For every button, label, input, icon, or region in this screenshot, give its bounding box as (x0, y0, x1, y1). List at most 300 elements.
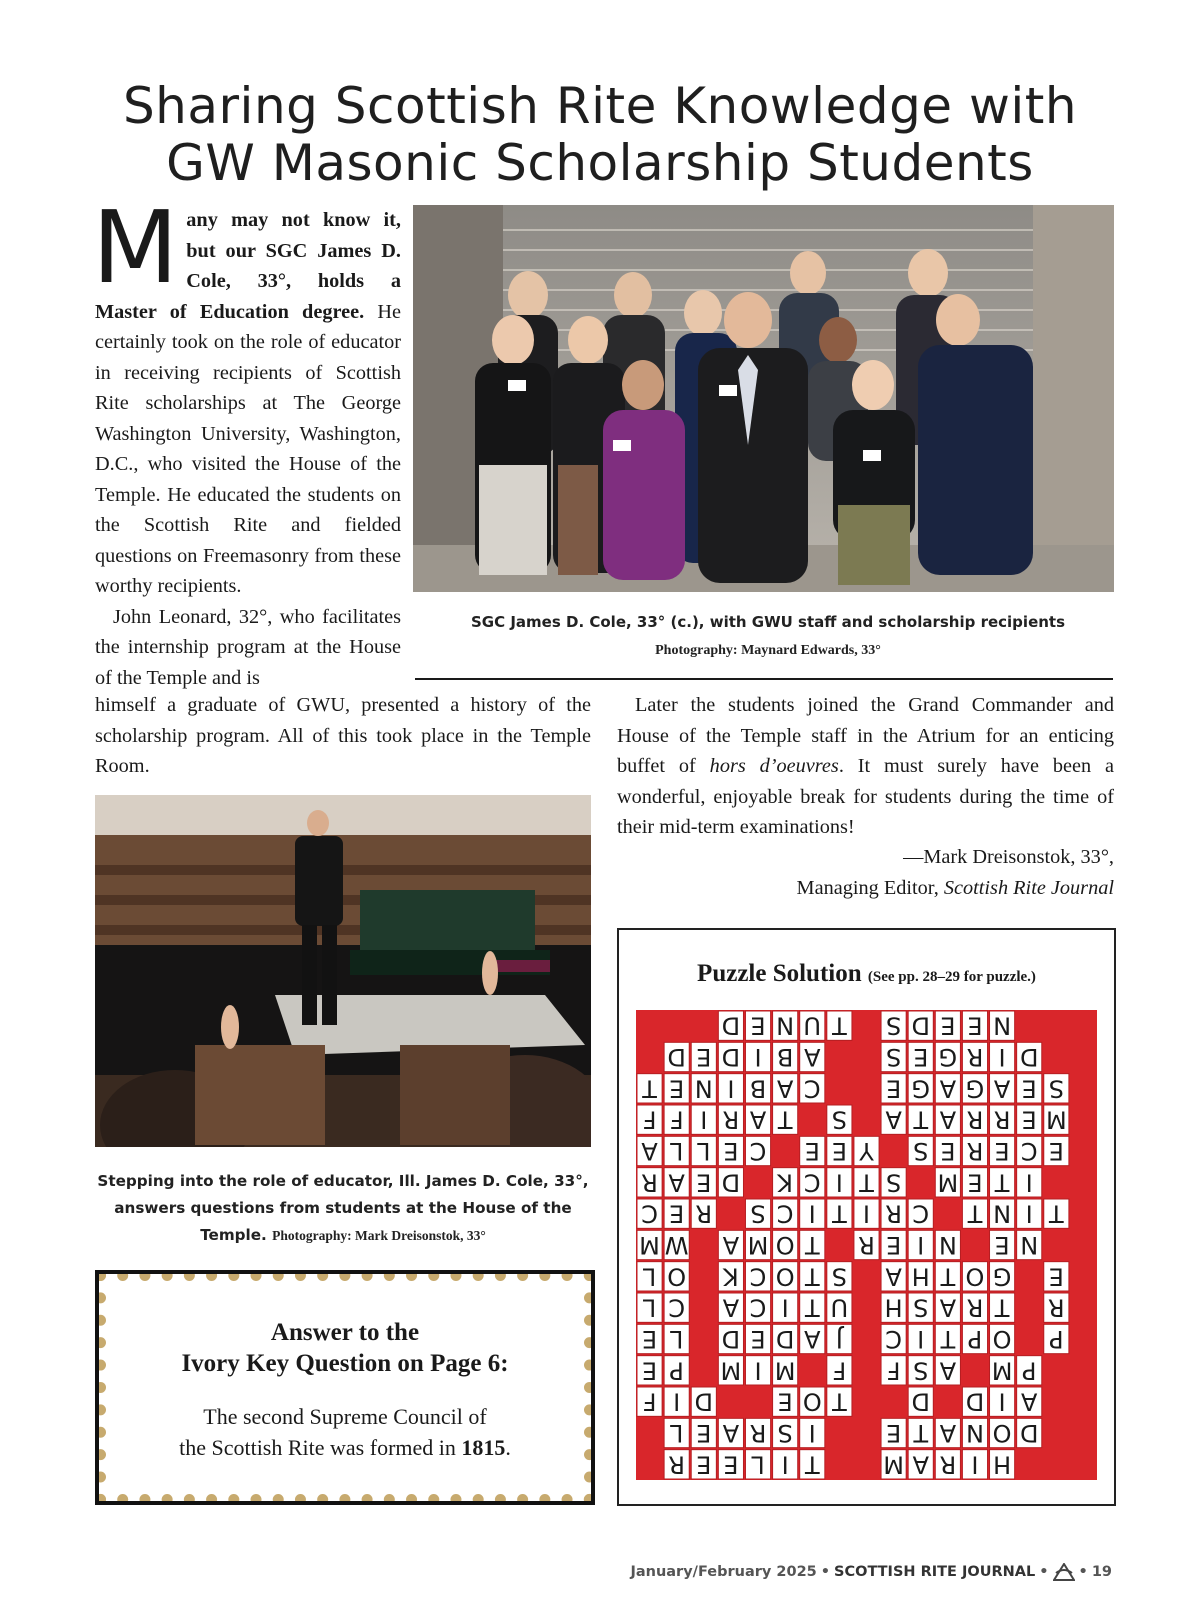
grid-letter: D (911, 1011, 930, 1040)
grid-letter: E (1021, 1105, 1037, 1134)
grid-cell (664, 1168, 689, 1197)
caption-divider (415, 678, 1113, 680)
grid-letter: T (940, 1325, 956, 1353)
grid-letter: C (749, 1262, 767, 1291)
grid-letter: A (641, 1137, 658, 1165)
grid-letter: E (696, 1168, 712, 1197)
grid-letter: J (835, 1325, 843, 1353)
grid-cell (691, 1105, 716, 1134)
grid-cell (1044, 1199, 1069, 1228)
grid-letter: C (1020, 1137, 1038, 1165)
grid-cell (745, 1324, 770, 1353)
grid-letter: R (749, 1419, 767, 1447)
grid-letter: A (804, 1325, 821, 1353)
later-text-italic: hors d’oeuvres (709, 755, 839, 777)
grid-cell (827, 1011, 852, 1040)
grid-cell (773, 1324, 798, 1353)
grid-letter: T (832, 1011, 847, 1040)
grid-cell (1044, 1136, 1069, 1165)
grid-cell (827, 1136, 852, 1165)
footer-bullet-3: • (1078, 1564, 1088, 1580)
grid-cell (745, 1074, 770, 1103)
grid-cell (637, 1199, 662, 1228)
grid-cell (1017, 1074, 1042, 1103)
grid-letter: N (1020, 1231, 1039, 1259)
grid-letter: S (777, 1419, 793, 1447)
grid-cell (908, 1324, 933, 1353)
grid-letter: S (886, 1168, 902, 1197)
grid-letter: M (991, 1356, 1013, 1385)
grid-letter: S (1048, 1074, 1064, 1103)
grid-letter: L (697, 1137, 711, 1165)
grid-letter: T (913, 1105, 929, 1134)
grid-cell (881, 1450, 906, 1479)
grid-letter: D (721, 1168, 741, 1197)
grid-letter: C (912, 1199, 930, 1228)
grid-letter: E (696, 1450, 712, 1479)
grid-cell (718, 1042, 743, 1071)
grid-letter: R (668, 1450, 686, 1479)
grid-letter: E (886, 1231, 902, 1259)
grid-cell (881, 1293, 906, 1322)
group-photo (413, 205, 1114, 592)
grid-letter: T (1048, 1199, 1064, 1228)
grid-cell (745, 1293, 770, 1322)
grid-letter: R (1047, 1293, 1065, 1322)
grid-cell (773, 1262, 798, 1291)
grid-cell (800, 1450, 825, 1479)
grid-letter: D (911, 1387, 930, 1416)
grid-cell (773, 1011, 798, 1040)
intro-lead: any may not know it, but our SGC James D. Cole, 33°, holds a Master of Education degree. (95, 209, 401, 323)
grid-letter: A (912, 1450, 929, 1479)
puzzle-title-line (619, 960, 1114, 988)
grid-cell (800, 1042, 825, 1071)
grid-letter: O (667, 1262, 687, 1291)
grid-letter: C (668, 1293, 686, 1322)
grid-letter: I (862, 1199, 871, 1228)
grid-cell (935, 1262, 960, 1291)
grid-letter: E (641, 1356, 658, 1385)
grid-cell (718, 1356, 743, 1385)
grid-letter: C (803, 1074, 821, 1103)
intro-paragraph-2: John Leonard, 32°, who facilitates the internship program at the House of the Temple and is (95, 605, 401, 689)
grid-letter: I (1025, 1168, 1033, 1197)
grid-cell (773, 1230, 798, 1259)
grid-letter: A (722, 1419, 740, 1447)
grid-cell (1017, 1418, 1042, 1447)
grid-letter: T (804, 1231, 820, 1259)
grid-cell (1017, 1105, 1042, 1134)
grid-letter: I (808, 1419, 816, 1447)
later-text-post: . It must surely have been a wonderful, enjoyable break for students during the time of their mid-term examinations! (617, 755, 1114, 838)
grid-cell (773, 1356, 798, 1385)
grid-letter: A (776, 1074, 794, 1103)
grid-cell (718, 1230, 743, 1259)
grid-cell (990, 1324, 1015, 1353)
grid-letter: I (835, 1168, 843, 1197)
ivory-key-box (95, 1270, 595, 1505)
drop-cap: M (92, 189, 179, 306)
grid-cell (664, 1356, 689, 1385)
grid-letter: R (885, 1199, 902, 1228)
grid-letter: M (720, 1356, 742, 1385)
ivory-key-heading-1: Answer to the (270, 1319, 420, 1346)
grid-letter: N (938, 1231, 957, 1259)
grid-cell (881, 1324, 906, 1353)
grid-letter: T (832, 1199, 847, 1228)
grid-letter: R (641, 1168, 658, 1197)
grid-letter: D (721, 1325, 741, 1353)
grid-cell (827, 1324, 852, 1353)
grid-letter: E (641, 1325, 658, 1353)
grid-letter: O (992, 1419, 1012, 1447)
page-footer (630, 1563, 1112, 1581)
grid-cell (1017, 1042, 1042, 1071)
grid-letter: E (777, 1387, 793, 1416)
grid-cell (990, 1262, 1015, 1291)
photo-2-caption: Stepping into the role of educator, Ill. James D. Cole, 33°, answers questions from students at the House of the Temple. (97, 1172, 589, 1244)
grid-cell (637, 1262, 662, 1291)
grid-letter: A (885, 1105, 902, 1134)
grid-cell (935, 1230, 960, 1259)
grid-letter: H (993, 1450, 1012, 1479)
grid-letter: E (669, 1199, 685, 1228)
grid-letter: T (859, 1168, 874, 1197)
grid-letter: T (967, 1199, 983, 1228)
grid-cell (745, 1356, 770, 1385)
grid-cell (718, 1168, 743, 1197)
grid-cell (745, 1105, 770, 1134)
grid-cell (854, 1199, 879, 1228)
author-signature (617, 842, 1114, 903)
grid-letter: O (802, 1387, 822, 1416)
grid-letter: I (998, 1043, 1006, 1071)
grid-letter: L (669, 1419, 684, 1447)
grid-letter: G (965, 1074, 985, 1103)
grid-letter: N (993, 1011, 1012, 1040)
grid-cell (800, 1011, 825, 1040)
grid-cell (691, 1136, 716, 1165)
grid-cell (773, 1042, 798, 1071)
later-text-pre: Later the students joined the Grand Commander and House of the Temple staff in the Atrium for an enticing buffet of (617, 694, 1114, 777)
grid-cell (962, 1262, 987, 1291)
grid-cell (854, 1168, 879, 1197)
grid-letter: E (994, 1231, 1010, 1259)
ivory-key-answer (106, 1401, 584, 1463)
grid-cell (664, 1074, 689, 1103)
ivory-key-heading (106, 1317, 584, 1379)
crossword-grid (636, 1010, 1097, 1480)
grid-letter: U (830, 1293, 849, 1322)
grid-cell (908, 1230, 933, 1259)
grid-cell (908, 1011, 933, 1040)
continuation-text: himself a graduate of GWU, presented a history of the scholarship program. All of this took place in the Temple Room. (95, 694, 591, 777)
grid-letter: E (994, 1137, 1010, 1165)
grid-cell (637, 1324, 662, 1353)
grid-letter: U (803, 1011, 822, 1040)
grid-cell (1044, 1324, 1069, 1353)
grid-letter: S (886, 1011, 902, 1040)
grid-cell (827, 1105, 852, 1134)
grid-cell (881, 1105, 906, 1134)
grid-cell (637, 1293, 662, 1322)
author-name: —Mark Dreisonstok, 33°, (903, 846, 1114, 868)
grid-cell (935, 1105, 960, 1134)
grid-cell (935, 1450, 960, 1479)
grid-cell (773, 1450, 798, 1479)
grid-cell (664, 1418, 689, 1447)
grid-cell (908, 1136, 933, 1165)
grid-cell (773, 1418, 798, 1447)
grid-letter: P (1049, 1325, 1064, 1353)
grid-letter: P (669, 1356, 684, 1385)
grid-cell (990, 1418, 1015, 1447)
ivory-key-period: . (505, 1435, 511, 1460)
grid-letter: G (992, 1262, 1012, 1291)
grid-letter: C (885, 1325, 903, 1353)
grid-cell (908, 1418, 933, 1447)
grid-letter: E (750, 1011, 766, 1040)
grid-cell (1017, 1387, 1042, 1416)
grid-cell (935, 1168, 960, 1197)
grid-letter: S (831, 1105, 847, 1134)
grid-cell (637, 1105, 662, 1134)
grid-cell (637, 1356, 662, 1385)
grid-letter: I (808, 1199, 816, 1228)
grid-cell (800, 1262, 825, 1291)
grid-letter: C (641, 1199, 658, 1228)
grid-cell (935, 1136, 960, 1165)
article-continuation-left (95, 690, 591, 782)
grid-cell (664, 1105, 689, 1134)
grid-cell (881, 1262, 906, 1291)
grid-cell (935, 1293, 960, 1322)
grid-letter: S (831, 1262, 847, 1291)
grid-letter: N (694, 1074, 713, 1103)
grid-letter: B (749, 1074, 767, 1103)
grid-letter: Y (859, 1137, 874, 1165)
ivory-key-year: 1815 (461, 1435, 506, 1460)
grid-cell (664, 1136, 689, 1165)
double-eagle-emblem-icon (1053, 1563, 1075, 1581)
grid-letter: R (939, 1450, 957, 1479)
grid-letter: R (858, 1231, 875, 1259)
grid-letter: A (939, 1074, 957, 1103)
grid-cell (935, 1356, 960, 1385)
grid-cell (962, 1450, 987, 1479)
grid-letter: I (754, 1356, 762, 1385)
grid-letter: I (1025, 1199, 1033, 1228)
grid-letter: P (967, 1325, 983, 1353)
grid-letter: M (747, 1231, 769, 1259)
grid-cell (800, 1293, 825, 1322)
grid-letter: C (776, 1199, 794, 1228)
page-title (60, 78, 1140, 192)
grid-letter: E (967, 1011, 983, 1040)
grid-cell (745, 1042, 770, 1071)
grid-cell (745, 1199, 770, 1228)
photo-2-credit: Photography: Mark Dreisonstok, 33° (272, 1228, 486, 1243)
grid-cell (664, 1262, 689, 1291)
grid-cell (962, 1199, 987, 1228)
grid-letter: T (832, 1387, 847, 1416)
grid-cell (962, 1168, 987, 1197)
grid-cell (827, 1293, 852, 1322)
grid-letter: T (804, 1450, 820, 1479)
temple-room-photo (95, 795, 591, 1147)
grid-cell (718, 1293, 743, 1322)
footer-journal-name: SCOTTISH RITE JOURNAL (834, 1564, 1036, 1580)
intro-rest: He certainly took on the role of educator in receiving recipients of Scottish Rite scholarships at The George Washington University, Washington, D.C., who visited the House of the Temple. He educated the students on the Scottish Rite and fielded questions on Freemasonry from these worthy recipients. (95, 300, 401, 597)
grid-cell (800, 1324, 825, 1353)
grid-cell (990, 1450, 1015, 1479)
grid-letter: K (777, 1168, 794, 1197)
grid-letter: R (966, 1137, 984, 1165)
grid-cell (773, 1387, 798, 1416)
grid-letter: D (1019, 1419, 1039, 1447)
grid-letter: A (939, 1293, 957, 1322)
grid-letter: I (998, 1387, 1006, 1416)
grid-letter: F (886, 1356, 901, 1385)
grid-letter: A (939, 1105, 957, 1134)
grid-cell (881, 1042, 906, 1071)
grid-cell (990, 1074, 1015, 1103)
grid-cell (718, 1262, 743, 1291)
grid-letter: S (886, 1043, 902, 1071)
grid-letter: A (993, 1074, 1011, 1103)
grid-cell (908, 1387, 933, 1416)
title-line-2: GW Masonic Scholarship Students (166, 134, 1034, 192)
grid-letter: E (723, 1137, 739, 1165)
grid-letter: E (940, 1137, 956, 1165)
footer-date: January/February 2025 (630, 1564, 817, 1580)
grid-letter: E (886, 1074, 902, 1103)
puzzle-note: (See pp. 28–29 for puzzle.) (867, 969, 1036, 985)
grid-letter: E (804, 1137, 820, 1165)
grid-cell (827, 1356, 852, 1385)
grid-cell (718, 1105, 743, 1134)
grid-cell (664, 1324, 689, 1353)
grid-cell (990, 1293, 1015, 1322)
grid-cell (718, 1011, 743, 1040)
grid-letter: E (723, 1450, 739, 1479)
grid-cell (908, 1293, 933, 1322)
grid-cell (800, 1230, 825, 1259)
grid-cell (827, 1199, 852, 1228)
grid-letter: A (722, 1293, 740, 1322)
grid-cell (691, 1387, 716, 1416)
grid-cell (1017, 1356, 1042, 1385)
grid-cell (637, 1168, 662, 1197)
grid-letter: D (721, 1043, 741, 1071)
grid-cell (935, 1418, 960, 1447)
grid-letter: N (993, 1199, 1012, 1228)
grid-letter: G (911, 1074, 931, 1103)
grid-cell (935, 1074, 960, 1103)
grid-cell (827, 1387, 852, 1416)
grid-letter: E (669, 1074, 685, 1103)
puzzle-solution-box (617, 928, 1116, 1506)
grid-cell (990, 1136, 1015, 1165)
grid-letter: S (750, 1199, 766, 1228)
grid-letter: L (751, 1450, 765, 1479)
grid-letter: S (913, 1356, 929, 1385)
grid-cell (800, 1199, 825, 1228)
grid-cell (854, 1230, 879, 1259)
grid-letter: C (803, 1168, 821, 1197)
grid-cell (962, 1136, 987, 1165)
grid-letter: C (749, 1293, 767, 1322)
grid-cell (800, 1387, 825, 1416)
grid-cell (773, 1105, 798, 1134)
grid-cell (962, 1418, 987, 1447)
grid-letter: S (913, 1293, 929, 1322)
grid-cell (718, 1074, 743, 1103)
grid-letter: M (774, 1356, 796, 1385)
later-paragraph (617, 690, 1114, 843)
grid-cell (1017, 1136, 1042, 1165)
grid-cell (908, 1199, 933, 1228)
grid-cell (773, 1074, 798, 1103)
author-role: Managing Editor, (796, 876, 944, 899)
grid-cell (827, 1262, 852, 1291)
grid-cell (800, 1074, 825, 1103)
grid-cell (718, 1324, 743, 1353)
grid-letter: F (832, 1356, 847, 1385)
grid-letter: R (966, 1105, 984, 1134)
grid-cell (664, 1387, 689, 1416)
grid-cell (691, 1450, 716, 1479)
grid-cell (990, 1042, 1015, 1071)
grid-letter: I (754, 1043, 762, 1071)
article-continuation-right (617, 690, 1114, 843)
grid-cell (990, 1199, 1015, 1228)
grid-cell (1017, 1168, 1042, 1197)
grid-cell (962, 1042, 987, 1071)
grid-letter: A (722, 1231, 740, 1259)
grid-cell (691, 1042, 716, 1071)
grid-cell (854, 1136, 879, 1165)
grid-cell (773, 1168, 798, 1197)
grid-cell (908, 1105, 933, 1134)
grid-letter: A (885, 1262, 902, 1291)
grid-letter: E (940, 1011, 956, 1040)
grid-cell (745, 1450, 770, 1479)
grid-letter: A (1020, 1387, 1038, 1416)
grid-letter: E (913, 1043, 929, 1071)
grid-cell (664, 1042, 689, 1071)
grid-cell (1044, 1074, 1069, 1103)
grid-cell (718, 1450, 743, 1479)
grid-letter: O (992, 1325, 1012, 1353)
grid-letter: S (913, 1137, 929, 1165)
grid-cell (1017, 1230, 1042, 1259)
grid-cell (962, 1387, 987, 1416)
grid-cell (881, 1230, 906, 1259)
grid-cell (990, 1356, 1015, 1385)
grid-cell (827, 1168, 852, 1197)
grid-letter: E (750, 1325, 766, 1353)
grid-letter: I (917, 1231, 925, 1259)
grid-letter: I (917, 1325, 925, 1353)
grid-letter: D (775, 1325, 795, 1353)
grid-cell (881, 1418, 906, 1447)
ivory-key-text-1: The second Supreme Council of (203, 1404, 487, 1429)
grid-cell (664, 1230, 689, 1259)
grid-letter: T (913, 1419, 929, 1447)
grid-letter: E (967, 1168, 983, 1197)
